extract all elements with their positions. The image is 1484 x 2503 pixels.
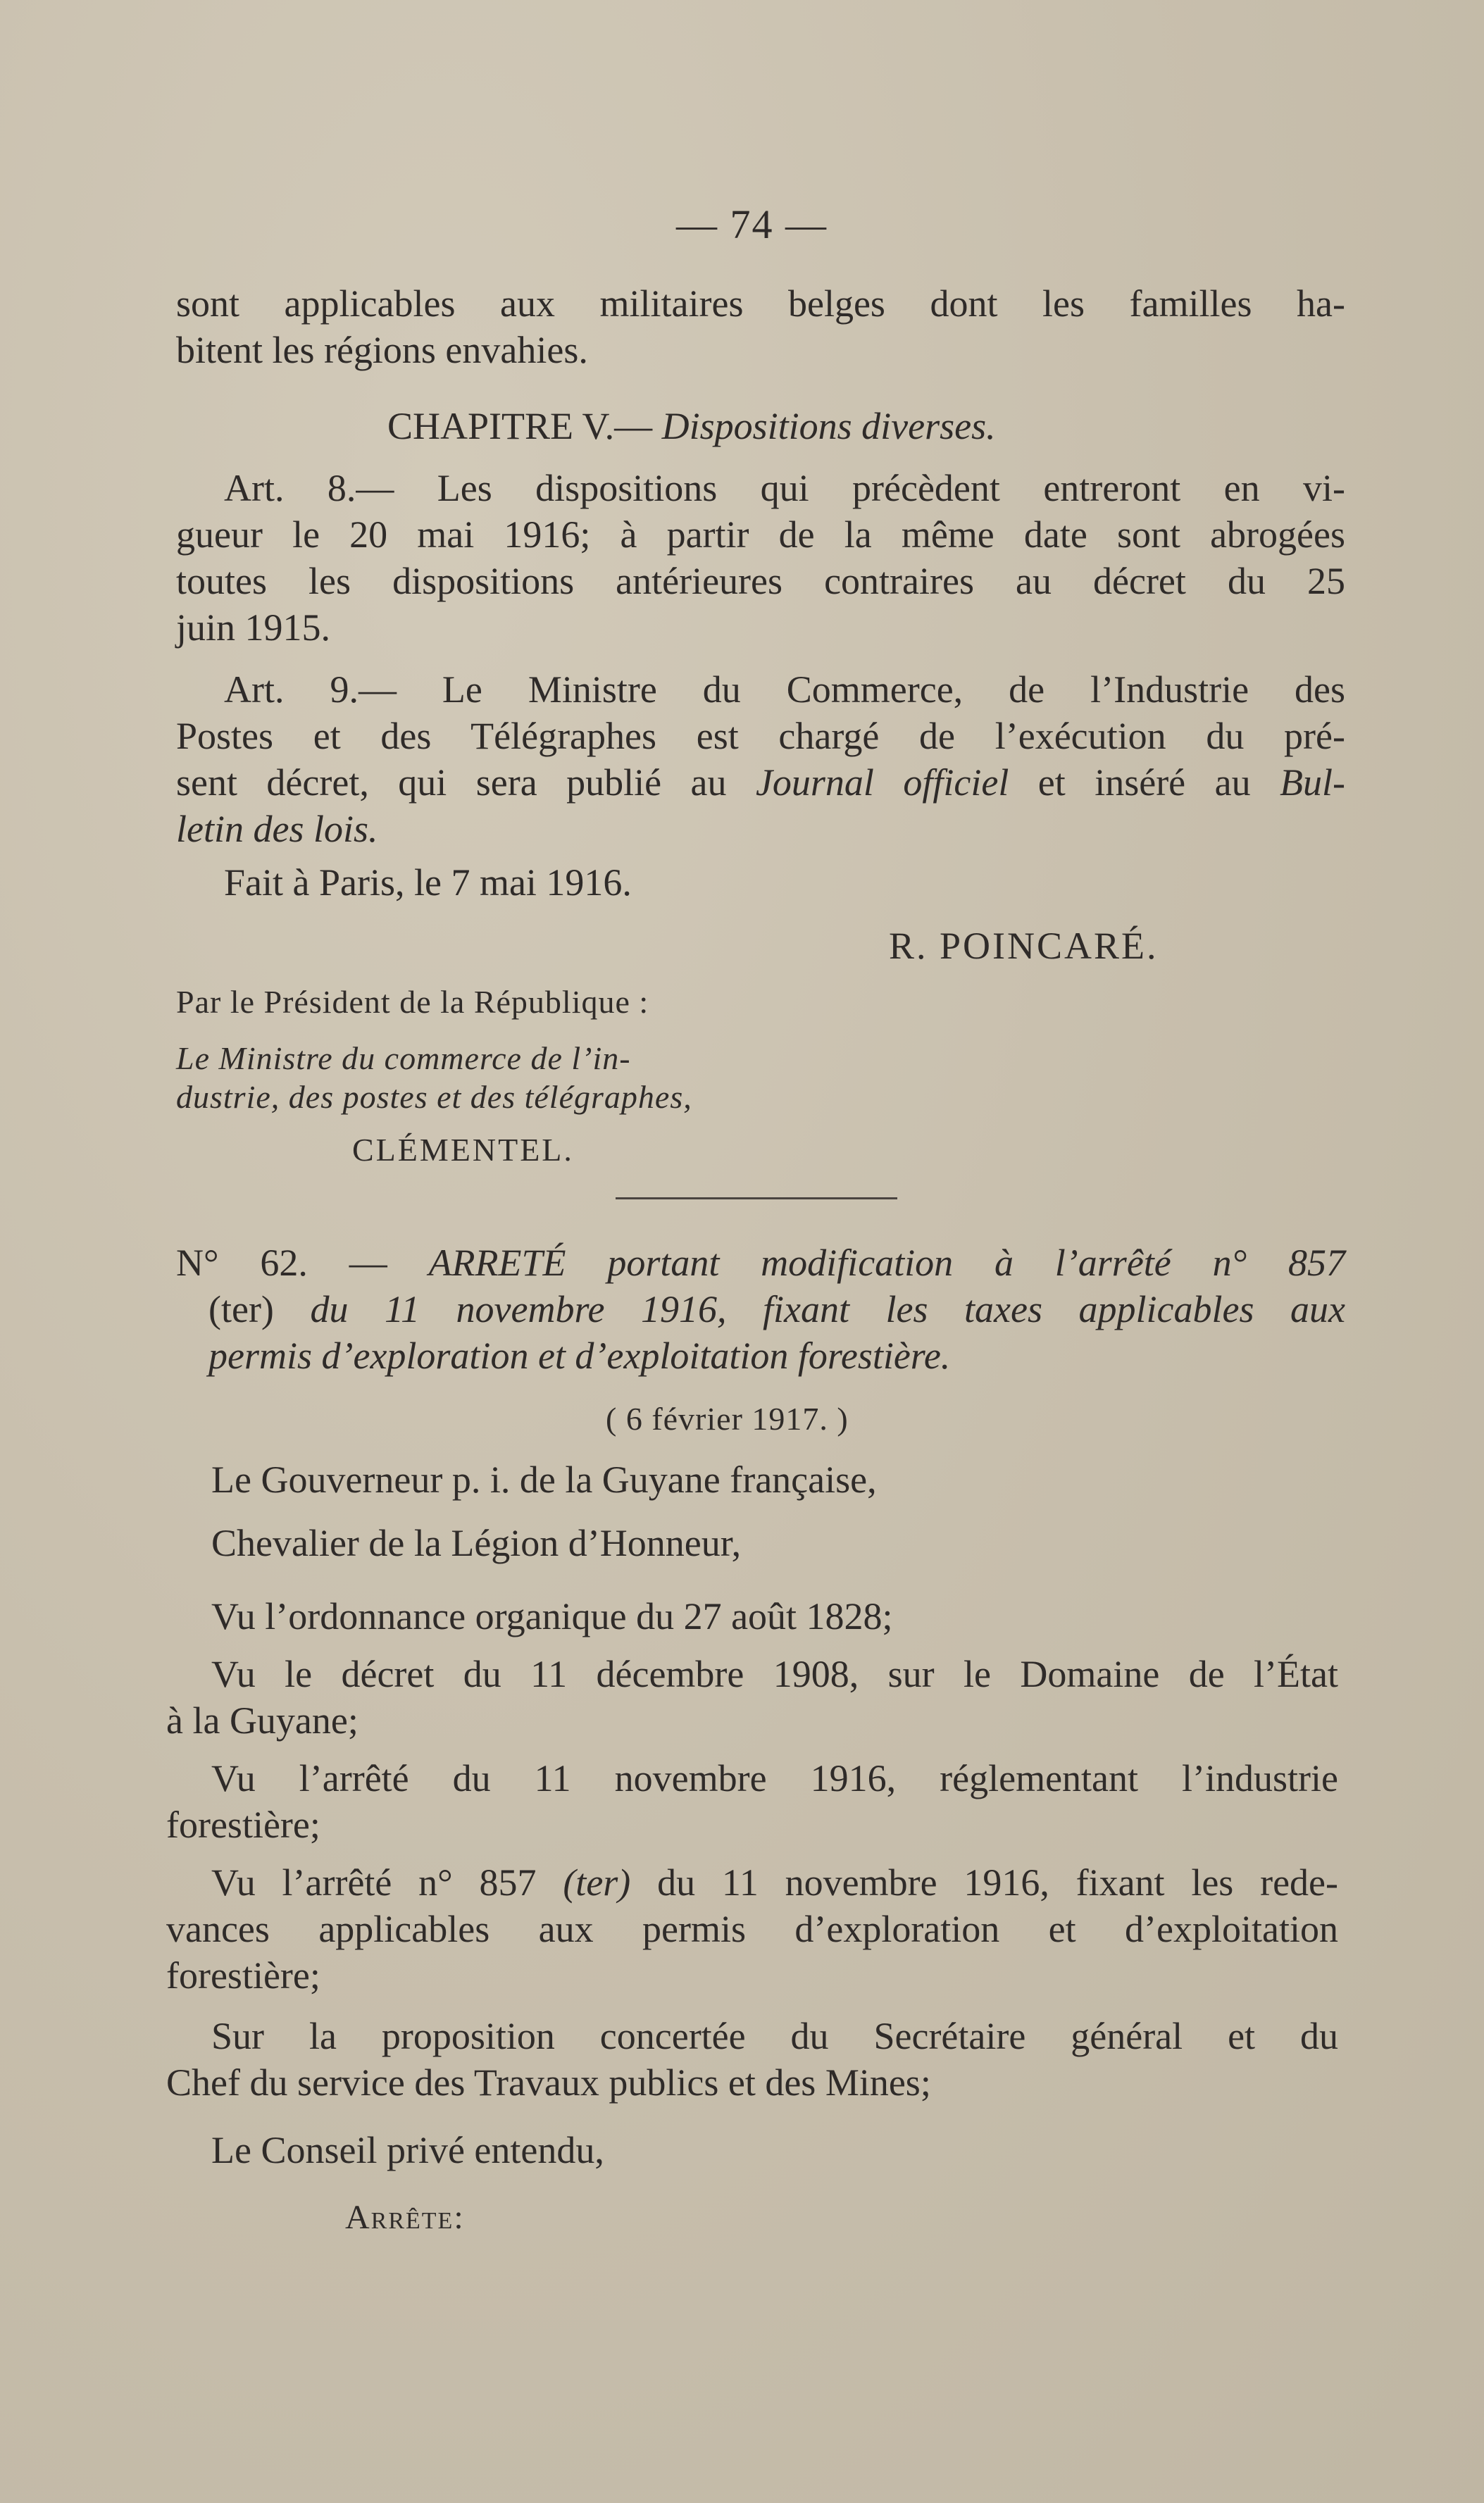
text-line	[176, 759, 1345, 806]
ministre-name: CLÉMENTEL.	[352, 1132, 574, 1168]
arrete-date: ( 6 février 1917. )	[606, 1401, 849, 1437]
arrete-title: ARRETÉ portant modification à l’arrêté n° 857	[428, 1242, 1345, 1284]
vu-line: Vu l’ordonnance organique du 27 août 1828;	[211, 1595, 893, 1637]
page-number: — 74 —	[676, 201, 828, 247]
vu-line: forestière;	[166, 1804, 320, 1846]
text-line: gueur le 20 mai 1916; à partir de la même date sont abrogées	[176, 513, 1345, 556]
separator-rule	[616, 1197, 897, 1199]
arrete-heading-line	[208, 1286, 1345, 1332]
bulletin-start: Bul-	[1280, 761, 1346, 804]
text-line: juin 1915.	[176, 606, 331, 649]
signature: R. POINCARÉ.	[889, 925, 1159, 967]
text-span: et inséré au	[1037, 761, 1251, 804]
sur-line: Sur la proposition concertée du Secrétaire général et du	[211, 2015, 1338, 2057]
journal-officiel: Journal officiel	[755, 761, 1009, 804]
chapter-title: Dispositions diverses.	[661, 405, 996, 447]
text-span: Vu l’arrêté n° 857	[211, 1861, 537, 1904]
arrete-heading-line	[176, 1240, 1345, 1286]
text-line: bitent les régions envahies.	[176, 329, 588, 371]
ministre-line: Le Ministre du commerce de l’in-	[176, 1040, 631, 1076]
ministre-line: dustrie, des postes et des télégraphes,	[176, 1079, 692, 1115]
arrete-heading-line: permis d’exploration et d’exploitation forestière.	[208, 1335, 951, 1377]
chapter-heading	[387, 403, 996, 449]
sur-line: Chef du service des Travaux publics et des Mines;	[166, 2061, 931, 2104]
vu-line: forestière;	[166, 1954, 320, 1997]
chapter-label: CHAPITRE V.—	[387, 405, 653, 447]
arrete-ter: (ter)	[208, 1288, 274, 1330]
text-span: sent décret, qui sera publié au	[176, 761, 727, 804]
gouverneur-line	[211, 1456, 877, 1503]
text-line: Art. 8.— Les dispositions qui précèdent entreront en vi-	[224, 467, 1345, 509]
arrete-keyword: Arrête:	[345, 2199, 465, 2236]
vu-line	[211, 1859, 1338, 1906]
text-line: toutes les dispositions antérieures contraires au décret du 25	[176, 560, 1345, 602]
chevalier-line: Chevalier de la Légion d’Honneur,	[211, 1522, 742, 1564]
vu-line: Vu l’arrêté du 11 novembre 1916, réglementant l’industrie	[211, 1757, 1338, 1799]
conseil-line: Le Conseil privé entendu,	[211, 2129, 604, 2171]
vu-line: à la Guyane;	[166, 1699, 358, 1742]
vu-line: vances applicables aux permis d’exploration et d’exploitation	[166, 1908, 1338, 1950]
date-line: Fait à Paris, le 7 mai 1916.	[224, 861, 632, 904]
vu-line: Vu le décret du 11 décembre 1908, sur le Domaine de l’État	[211, 1653, 1338, 1695]
text-line: Postes et des Télégraphes est chargé de l’exécution du pré-	[176, 715, 1345, 757]
text-line: sont applicables aux militaires belges dont les familles ha-	[176, 282, 1345, 325]
text-span: du 11 novembre 1916, fixant les rede-	[657, 1861, 1338, 1904]
arrete-number: N° 62. —	[176, 1242, 387, 1284]
text-line: Art. 9.— Le Ministre du Commerce, de l’Industrie des	[224, 668, 1345, 711]
par-le-president: Par le Président de la République :	[176, 984, 649, 1020]
arrete-title-cont: du 11 novembre 1916, fixant les taxes applicables aux	[310, 1288, 1346, 1330]
ter-italic: (ter)	[563, 1861, 631, 1904]
text-line: letin des lois.	[176, 808, 378, 850]
gouverneur-text: Le Gouverneur p. i. de la Guyane française,	[211, 1459, 877, 1501]
